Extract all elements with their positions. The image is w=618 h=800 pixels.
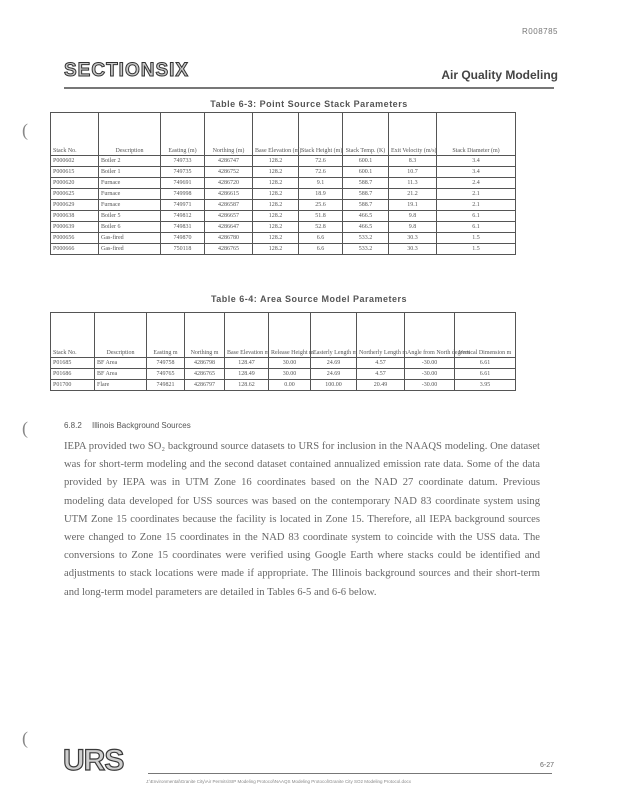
table-cell: 72.6 — [299, 156, 343, 167]
table-cell: P000629 — [51, 200, 99, 211]
table-row — [51, 358, 516, 369]
table-cell: Furnace — [99, 178, 161, 189]
footer-file-path: J:\Environmental\Granite City\Air Permits\SIP Modeling Protocol\NAAQS Modeling Protocol\Granite City SO2 Modeling Protocol.docx — [146, 779, 412, 784]
table-cell: 749998 — [161, 189, 205, 200]
column-header: Stack Height (m) — [299, 113, 343, 156]
table-cell: 4286615 — [205, 189, 253, 200]
table2-caption: Table 6-4: Area Source Model Parameters — [210, 294, 408, 304]
table-cell: BF Area — [95, 358, 147, 369]
table-cell: 1.5 — [437, 233, 516, 244]
table-cell: Furnace — [99, 189, 161, 200]
table-cell: 128.2 — [253, 189, 299, 200]
table-cell: 749831 — [161, 222, 205, 233]
table-cell: 18.9 — [299, 189, 343, 200]
table-row — [51, 211, 516, 222]
column-header: Vertical Dimension m — [455, 313, 516, 358]
table-row — [51, 200, 516, 211]
table-cell: 9.8 — [389, 211, 437, 222]
column-header: Stack No. — [51, 113, 99, 156]
column-header: Stack No. — [51, 313, 95, 358]
table-cell: 600.1 — [343, 156, 389, 167]
table-cell: 749870 — [161, 233, 205, 244]
table-cell: 30.3 — [389, 244, 437, 255]
table-cell: 9.8 — [389, 222, 437, 233]
table-cell: 128.2 — [253, 178, 299, 189]
table-cell: P000602 — [51, 156, 99, 167]
table-cell: P01700 — [51, 380, 95, 391]
page-number: 6-27 — [539, 762, 554, 769]
table-cell: 466.5 — [343, 222, 389, 233]
column-header: Exit Velocity (m/s) — [389, 113, 437, 156]
column-header: Angle from North degrees — [405, 313, 455, 358]
table-cell: 3.4 — [437, 156, 516, 167]
table-cell: P000620 — [51, 178, 99, 189]
margin-mark: ( — [22, 120, 28, 140]
section-title: SECTIONSIX — [64, 60, 190, 81]
table-cell: 4286747 — [205, 156, 253, 167]
column-header: Easting (m) — [161, 113, 205, 156]
column-header: Release Height m — [269, 313, 311, 358]
footer-rule — [148, 773, 552, 774]
table-cell: Gas-fired — [99, 244, 161, 255]
table-cell: 6.61 — [455, 369, 516, 380]
table-cell: 4286720 — [205, 178, 253, 189]
table-cell: 749758 — [147, 358, 185, 369]
column-header: Description — [95, 313, 147, 358]
table-cell: 749691 — [161, 178, 205, 189]
table-cell: 4.57 — [357, 369, 405, 380]
table-cell: 2.4 — [437, 178, 516, 189]
table-cell: 100.00 — [311, 380, 357, 391]
column-header: Base Elevation (m) — [253, 113, 299, 156]
urs-logo: URS — [63, 744, 124, 777]
subsection-number: 6.8.2 — [64, 421, 82, 430]
column-header: Easterly Length m — [311, 313, 357, 358]
table-cell: Boiler 5 — [99, 211, 161, 222]
table-cell: P000639 — [51, 222, 99, 233]
table-cell: Boiler 6 — [99, 222, 161, 233]
table-cell: 4286647 — [205, 222, 253, 233]
table-cell: 600.1 — [343, 167, 389, 178]
table-cell: 30.00 — [269, 369, 311, 380]
table-cell: 750118 — [161, 244, 205, 255]
table-cell: P000638 — [51, 211, 99, 222]
table-cell: -30.00 — [405, 369, 455, 380]
table-cell: 4286780 — [205, 233, 253, 244]
table-cell: 4286765 — [185, 369, 225, 380]
table-cell: 30.3 — [389, 233, 437, 244]
table-cell: 749971 — [161, 200, 205, 211]
table-cell: 30.00 — [269, 358, 311, 369]
table-cell: 588.7 — [343, 178, 389, 189]
table-cell: 749821 — [147, 380, 185, 391]
margin-mark: ( — [22, 418, 28, 438]
point-source-table — [50, 112, 516, 255]
column-header: Northerly Length m — [357, 313, 405, 358]
table-cell: 128.2 — [253, 167, 299, 178]
table-cell: 0.00 — [269, 380, 311, 391]
column-header: Northing m — [185, 313, 225, 358]
table-cell: P01686 — [51, 369, 95, 380]
table-cell: 749765 — [147, 369, 185, 380]
table-row — [51, 369, 516, 380]
table-cell: 3.95 — [455, 380, 516, 391]
table-row — [51, 189, 516, 200]
table-cell: 24.69 — [311, 358, 357, 369]
table-row — [51, 178, 516, 189]
table-cell: 588.7 — [343, 200, 389, 211]
table-cell: 4286798 — [185, 358, 225, 369]
table-cell: -30.00 — [405, 358, 455, 369]
table-cell: Flare — [95, 380, 147, 391]
table-cell: 4286587 — [205, 200, 253, 211]
table-cell: 51.8 — [299, 211, 343, 222]
table-cell: 6.1 — [437, 222, 516, 233]
table1-caption: Table 6-3: Point Source Stack Parameters — [210, 99, 408, 109]
table-row — [51, 233, 516, 244]
table-cell: 533.2 — [343, 244, 389, 255]
table-cell: 128.2 — [253, 233, 299, 244]
table-cell: 52.8 — [299, 222, 343, 233]
table-cell: 6.6 — [299, 244, 343, 255]
table-cell: 6.61 — [455, 358, 516, 369]
table-cell: 128.47 — [225, 358, 269, 369]
table-cell: 128.2 — [253, 244, 299, 255]
table-cell: Furnace — [99, 200, 161, 211]
subsection-title: Illinois Background Sources — [92, 421, 191, 430]
column-header: Stack Temp. (K) — [343, 113, 389, 156]
column-header: Easting m — [147, 313, 185, 358]
table-cell: 128.2 — [253, 222, 299, 233]
table-cell: P000666 — [51, 244, 99, 255]
table-row — [51, 167, 516, 178]
table-row — [51, 244, 516, 255]
table-cell: 4286657 — [205, 211, 253, 222]
table-cell: 128.2 — [253, 156, 299, 167]
column-header: Stack Diameter (m) — [437, 113, 516, 156]
table-cell: 21.2 — [389, 189, 437, 200]
table-cell: 2.1 — [437, 189, 516, 200]
table-cell: 749735 — [161, 167, 205, 178]
table-cell: 10.7 — [389, 167, 437, 178]
table-cell: 19.1 — [389, 200, 437, 211]
table-cell: P000656 — [51, 233, 99, 244]
table-cell: 8.3 — [389, 156, 437, 167]
area-source-table — [50, 312, 516, 391]
section-subtitle: Air Quality Modeling — [441, 68, 558, 82]
table-cell: 588.7 — [343, 189, 389, 200]
column-header: Northing (m) — [205, 113, 253, 156]
header-rule — [64, 87, 554, 89]
table-cell: BF Area — [95, 369, 147, 380]
table-cell: 466.5 — [343, 211, 389, 222]
table-cell: 6.6 — [299, 233, 343, 244]
table-cell: 6.1 — [437, 211, 516, 222]
table-row — [51, 222, 516, 233]
table-cell: P01685 — [51, 358, 95, 369]
table-cell: 24.69 — [311, 369, 357, 380]
table-cell: 128.62 — [225, 380, 269, 391]
table-cell: -30.00 — [405, 380, 455, 391]
table-cell: 128.2 — [253, 211, 299, 222]
table-cell: 9.1 — [299, 178, 343, 189]
table-cell: 72.6 — [299, 167, 343, 178]
margin-mark: ( — [22, 728, 28, 748]
table-cell: Boiler 2 — [99, 156, 161, 167]
table-row — [51, 380, 516, 391]
subsection-heading — [64, 421, 191, 430]
table-cell: 4.57 — [357, 358, 405, 369]
document-id: R008785 — [522, 27, 558, 36]
table-cell: 749812 — [161, 211, 205, 222]
table-cell: 3.4 — [437, 167, 516, 178]
table-cell: 25.6 — [299, 200, 343, 211]
table-cell: Boiler 1 — [99, 167, 161, 178]
table-cell: P000625 — [51, 189, 99, 200]
table-row — [51, 156, 516, 167]
table-cell: 11.3 — [389, 178, 437, 189]
table-cell: Gas-fired — [99, 233, 161, 244]
table-header-row — [51, 313, 516, 358]
column-header: Base Elevation m — [225, 313, 269, 358]
table-header-row — [51, 113, 516, 156]
table-cell: 4286797 — [185, 380, 225, 391]
table-cell: P000615 — [51, 167, 99, 178]
table-cell: 2.1 — [437, 200, 516, 211]
table-cell: 128.49 — [225, 369, 269, 380]
column-header: Description — [99, 113, 161, 156]
body-paragraph: IEPA provided two SO₂ background source datasets to URS for inclusion in the NAAQS modeling. One dataset was for short-term modeling and the second dataset contained annualized emission rate data. Some of the data provided by IEPA was in UTM Zone 16 coordinates based on the NAD 27 coordinate datum. Previous modeling data developed for USS sources was based on the contemporary NAD 83 coordinate system using UTM Zone 15 coordinates because the facility is located in Zone 15. Therefore, all IEPA background sources were changed to Zone 15 coordinates in the NAD 83 coordinate system to coincide with the USS data. The conversions to Zone 15 coordinates were verified using Google Earth where stacks could be identified and adjustments to stack locations were made if appropriate. The Illinois background sources and their short-term and long-term model parameters are detailed in Tables 6-5 and 6-6 below. — [64, 441, 540, 598]
table-cell: 20.49 — [357, 380, 405, 391]
table-cell: 749733 — [161, 156, 205, 167]
table-cell: 533.2 — [343, 233, 389, 244]
table-cell: 4286765 — [205, 244, 253, 255]
table-cell: 128.2 — [253, 200, 299, 211]
table-cell: 4286752 — [205, 167, 253, 178]
table-cell: 1.5 — [437, 244, 516, 255]
